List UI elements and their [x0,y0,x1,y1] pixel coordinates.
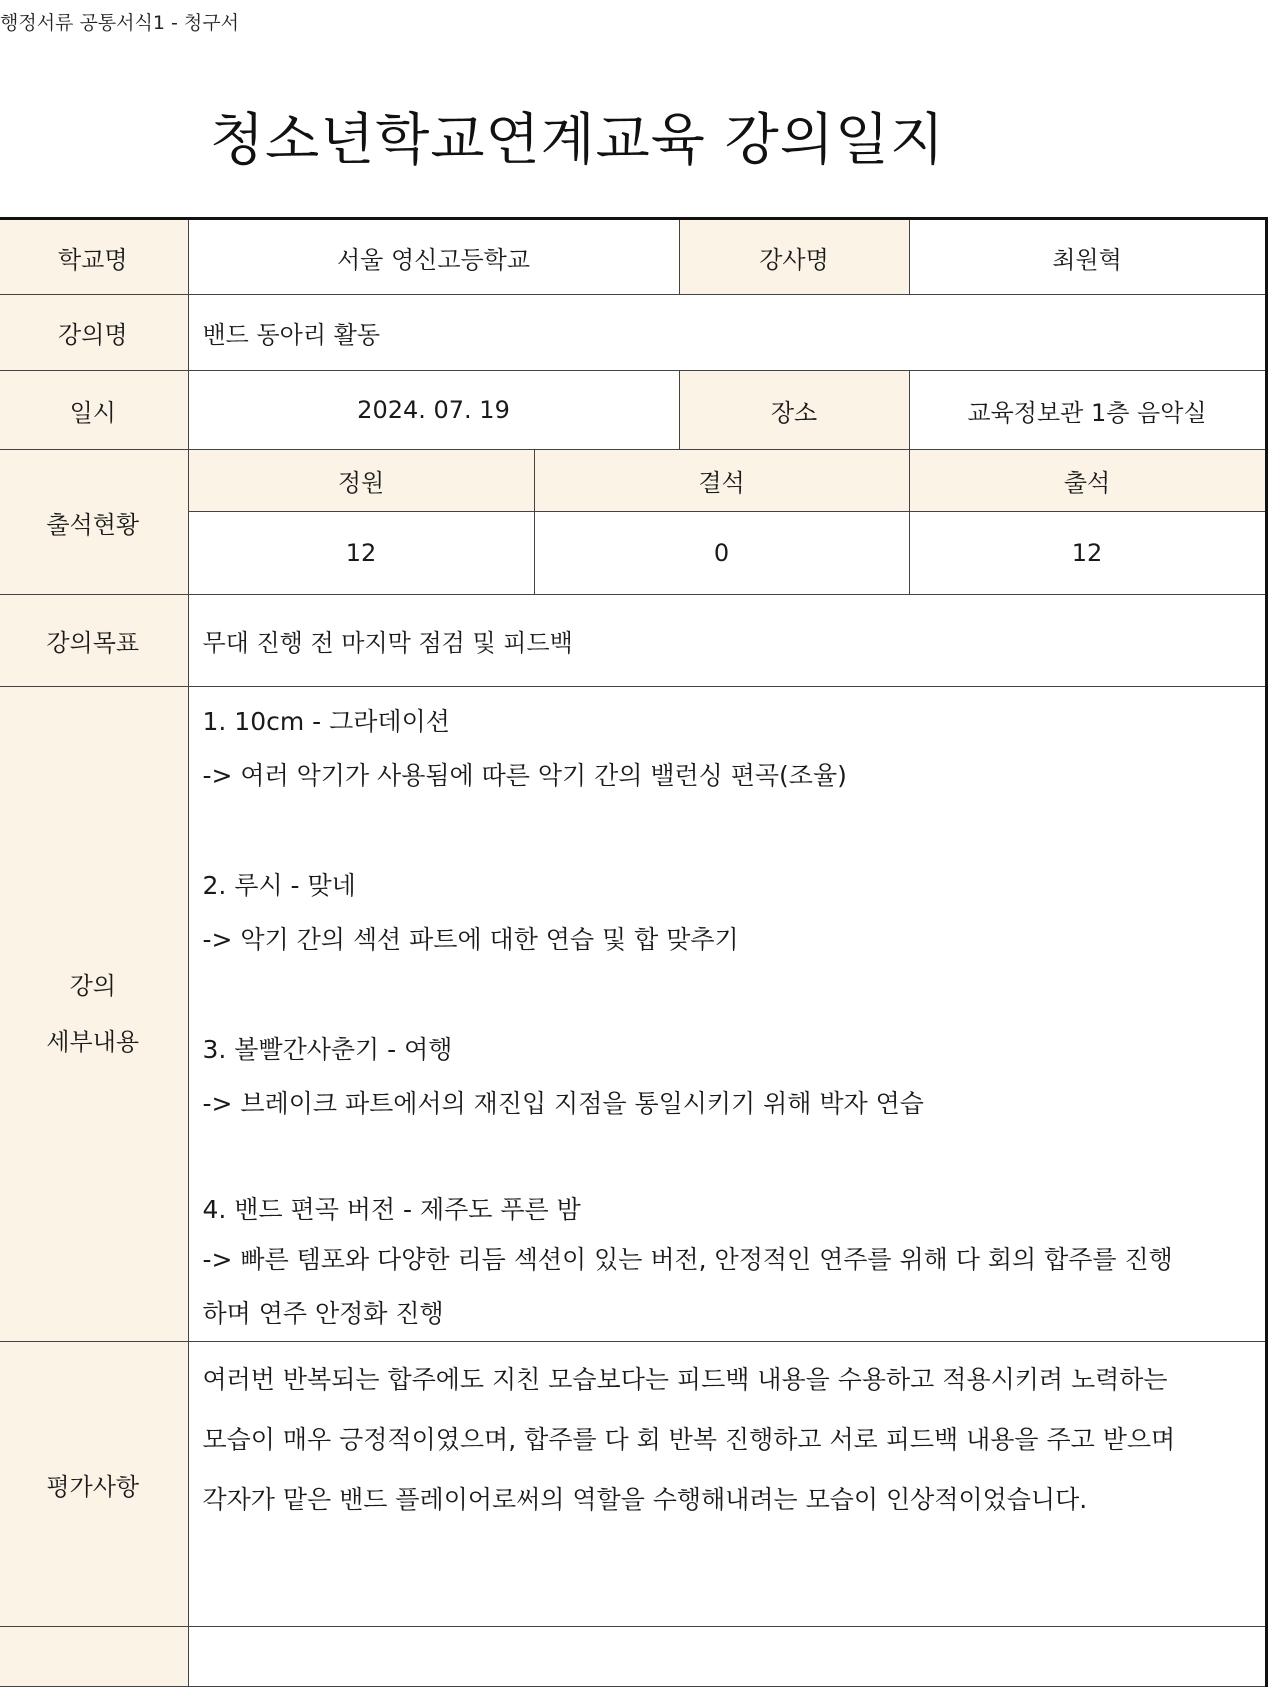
details-label-line1: 강의 [69,972,116,1000]
instructor-value: 최원혁 [909,219,1266,295]
detail-line: 하며 연주 안정화 진행 [202,1299,444,1328]
objective-value: 무대 진행 전 마지막 점검 및 피드백 [188,595,1266,687]
date-label: 일시 [0,371,188,450]
attendance-absent-value: 0 [534,512,909,595]
details-content [188,687,1266,1342]
detail-line: -> 여러 악기가 사용됨에 따른 악기 간의 밸런싱 편곡(조율) [202,761,847,790]
detail-line: -> 악기 간의 섹션 파트에 대한 연습 및 합 맞추기 [202,925,739,954]
detail-line: -> 빠른 템포와 다양한 리듬 섹션이 있는 버전, 안정적인 연주를 위해 다 회의 합주를 진행 [202,1245,1173,1274]
evaluation-line: 모습이 매우 긍정적이였으며, 합주를 다 회 반복 진행하고 서로 피드백 내용을 주고 받으며 [202,1425,1176,1454]
detail-line: 3. 볼빨간사춘기 - 여행 [202,1035,453,1064]
instructor-label: 강사명 [679,219,909,295]
detail-spacer [203,803,1253,859]
course-label: 강의명 [0,295,188,371]
evaluation-line: 여러번 반복되는 합주에도 지친 모습보다는 피드백 내용을 수용하고 적용시키려 노력하는 [202,1365,1168,1394]
attendance-present-value: 12 [909,512,1266,595]
school-label: 학교명 [0,219,188,295]
place-value: 교육정보관 1층 음악실 [909,371,1266,450]
document-caption: 행정서류 공통서식1 - 청구서 [0,12,239,34]
attendance-header-present: 출석 [909,450,1266,512]
detail-line: 4. 밴드 편곡 버전 - 제주도 푸른 밤 [202,1195,581,1224]
attendance-capacity-value: 12 [188,512,534,595]
detail-spacer [203,967,1253,1023]
objective-label: 강의목표 [0,595,188,687]
attendance-label: 출석현황 [0,450,188,595]
course-value: 밴드 동아리 활동 [188,295,1266,371]
evaluation-line: 각자가 맡은 밴드 플레이어로써의 역할을 수행해내려는 모습이 인상적이었습니다. [202,1485,1088,1514]
evaluation-content [188,1342,1266,1627]
detail-spacer [203,1131,1253,1187]
date-value: 2024. 07. 19 [188,371,679,450]
school-value: 서울 영신고등학교 [188,219,679,295]
detail-line: -> 브레이크 파트에서의 재진입 지점을 통일시키기 위해 박자 연습 [202,1089,924,1118]
page-title: 청소년학교연계교육 강의일지 [210,108,946,173]
details-label [0,687,188,1342]
detail-line: 1. 10cm - 그라데이션 [202,707,450,736]
attendance-header-capacity: 정원 [188,450,534,512]
detail-line: 2. 루시 - 맞네 [202,871,356,900]
place-label: 장소 [679,371,909,450]
details-label-line2: 세부내용 [46,1028,140,1056]
evaluation-label: 평가사항 [0,1342,188,1627]
lecture-log-form [0,217,1268,1687]
attendance-header-absent: 결석 [534,450,909,512]
